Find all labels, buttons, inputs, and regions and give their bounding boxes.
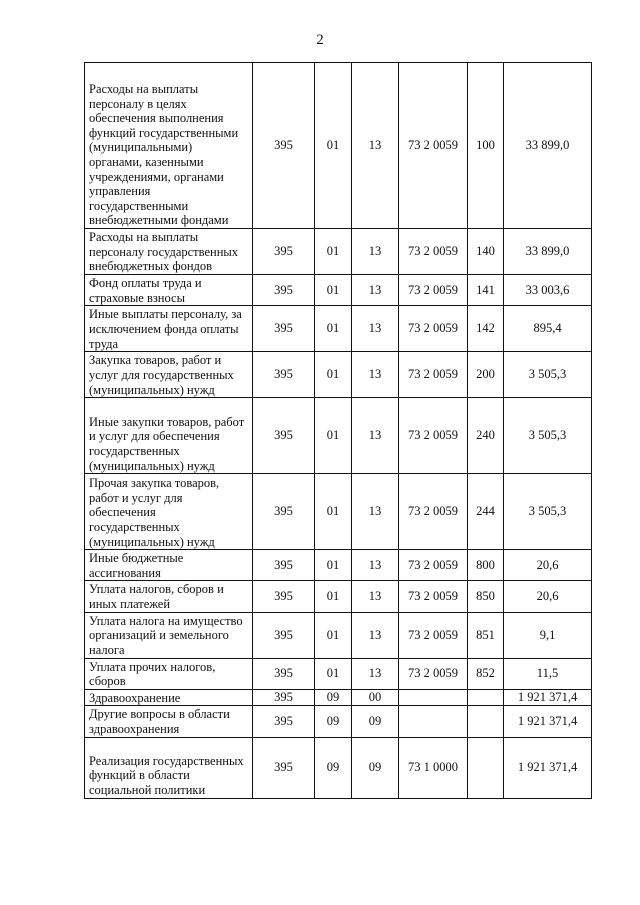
row-subsection-code: 13 [352, 581, 399, 612]
row-target-article: 73 2 0059 [399, 306, 468, 352]
row-amount: 895,4 [504, 306, 592, 352]
row-expense-type: 240 [468, 398, 504, 474]
row-target-article [399, 706, 468, 737]
row-name: Фонд оплаты труда и страховые взносы [85, 275, 253, 306]
row-subsection-code: 13 [352, 474, 399, 550]
row-name: Реализация государственных функций в области социальной политики [85, 737, 253, 798]
row-subsection-code: 13 [352, 398, 399, 474]
table-row [85, 737, 592, 798]
row-target-article [399, 689, 468, 706]
row-subsection-code: 13 [352, 352, 399, 398]
table-row [85, 229, 592, 275]
row-target-article: 73 2 0059 [399, 275, 468, 306]
row-subsection-code: 09 [352, 737, 399, 798]
row-expense-type: 850 [468, 581, 504, 612]
budget-table [84, 62, 592, 799]
row-expense-type: 140 [468, 229, 504, 275]
row-ministry-code: 395 [253, 612, 315, 658]
row-section-code: 01 [315, 474, 352, 550]
row-amount: 1 921 371,4 [504, 737, 592, 798]
row-ministry-code: 395 [253, 474, 315, 550]
table-row [85, 352, 592, 398]
row-amount: 20,6 [504, 550, 592, 581]
table-row [85, 550, 592, 581]
row-target-article: 73 2 0059 [399, 474, 468, 550]
row-expense-type: 851 [468, 612, 504, 658]
row-section-code: 09 [315, 706, 352, 737]
row-target-article: 73 2 0059 [399, 612, 468, 658]
row-amount: 33 899,0 [504, 63, 592, 229]
row-ministry-code: 395 [253, 352, 315, 398]
row-subsection-code: 09 [352, 706, 399, 737]
row-subsection-code: 13 [352, 612, 399, 658]
row-expense-type: 142 [468, 306, 504, 352]
row-name: Иные бюджетные ассигнования [85, 550, 253, 581]
row-section-code: 01 [315, 306, 352, 352]
row-amount: 3 505,3 [504, 474, 592, 550]
row-section-code: 01 [315, 275, 352, 306]
row-subsection-code: 13 [352, 229, 399, 275]
row-ministry-code: 395 [253, 581, 315, 612]
row-subsection-code: 13 [352, 550, 399, 581]
row-ministry-code: 395 [253, 550, 315, 581]
table-row [85, 689, 592, 706]
row-ministry-code: 395 [253, 689, 315, 706]
row-expense-type: 800 [468, 550, 504, 581]
row-subsection-code: 00 [352, 689, 399, 706]
row-section-code: 01 [315, 658, 352, 689]
row-name: Здравоохранение [85, 689, 253, 706]
row-name: Уплата налога на имущество организаций и земельного налога [85, 612, 253, 658]
row-expense-type [468, 706, 504, 737]
row-ministry-code: 395 [253, 706, 315, 737]
row-name: Уплата прочих налогов, сборов [85, 658, 253, 689]
row-section-code: 01 [315, 63, 352, 229]
row-name: Прочая закупка товаров, работ и услуг для обеспечения государственных (муниципальных) нужд [85, 474, 253, 550]
row-subsection-code: 13 [352, 658, 399, 689]
row-name: Иные закупки товаров, работ и услуг для обеспечения государственных (муниципальных) нужд [85, 398, 253, 474]
row-section-code: 09 [315, 737, 352, 798]
row-name: Уплата налогов, сборов и иных платежей [85, 581, 253, 612]
row-name: Расходы на выплаты персоналу государственных внебюджетных фондов [85, 229, 253, 275]
row-target-article: 73 2 0059 [399, 229, 468, 275]
row-target-article: 73 1 0000 [399, 737, 468, 798]
row-ministry-code: 395 [253, 658, 315, 689]
row-expense-type [468, 689, 504, 706]
table-row [85, 398, 592, 474]
row-amount: 11,5 [504, 658, 592, 689]
row-target-article: 73 2 0059 [399, 398, 468, 474]
row-amount: 9,1 [504, 612, 592, 658]
row-ministry-code: 395 [253, 63, 315, 229]
row-ministry-code: 395 [253, 737, 315, 798]
page-number: 2 [316, 32, 324, 48]
row-subsection-code: 13 [352, 275, 399, 306]
table-row [85, 306, 592, 352]
row-section-code: 01 [315, 581, 352, 612]
row-ministry-code: 395 [253, 398, 315, 474]
row-subsection-code: 13 [352, 63, 399, 229]
row-ministry-code: 395 [253, 275, 315, 306]
row-target-article: 73 2 0059 [399, 658, 468, 689]
row-target-article: 73 2 0059 [399, 352, 468, 398]
row-expense-type: 141 [468, 275, 504, 306]
row-amount: 1 921 371,4 [504, 689, 592, 706]
row-section-code: 01 [315, 550, 352, 581]
row-amount: 20,6 [504, 581, 592, 612]
table-row [85, 474, 592, 550]
table-row [85, 275, 592, 306]
row-name: Другие вопросы в области здравоохранения [85, 706, 253, 737]
table-row [85, 658, 592, 689]
row-expense-type: 100 [468, 63, 504, 229]
row-name: Расходы на выплаты персоналу в целях обеспечения выполнения функций государственными (муниципальными) органами, казенными учреждениями, органами управления государственными внебюджетными фондами [85, 63, 253, 229]
row-ministry-code: 395 [253, 229, 315, 275]
row-amount: 1 921 371,4 [504, 706, 592, 737]
row-expense-type: 200 [468, 352, 504, 398]
table-row [85, 706, 592, 737]
row-amount: 33 003,6 [504, 275, 592, 306]
table-row [85, 612, 592, 658]
row-section-code: 01 [315, 229, 352, 275]
row-target-article: 73 2 0059 [399, 63, 468, 229]
row-target-article: 73 2 0059 [399, 581, 468, 612]
row-target-article: 73 2 0059 [399, 550, 468, 581]
row-name: Закупка товаров, работ и услуг для государственных (муниципальных) нужд [85, 352, 253, 398]
row-section-code: 01 [315, 612, 352, 658]
row-section-code: 09 [315, 689, 352, 706]
row-subsection-code: 13 [352, 306, 399, 352]
row-amount: 33 899,0 [504, 229, 592, 275]
row-expense-type: 244 [468, 474, 504, 550]
table-row [85, 63, 592, 229]
row-ministry-code: 395 [253, 306, 315, 352]
row-expense-type: 852 [468, 658, 504, 689]
row-amount: 3 505,3 [504, 352, 592, 398]
row-expense-type [468, 737, 504, 798]
table-row [85, 581, 592, 612]
row-section-code: 01 [315, 398, 352, 474]
row-name: Иные выплаты персоналу, за исключением фонда оплаты труда [85, 306, 253, 352]
row-amount: 3 505,3 [504, 398, 592, 474]
row-section-code: 01 [315, 352, 352, 398]
